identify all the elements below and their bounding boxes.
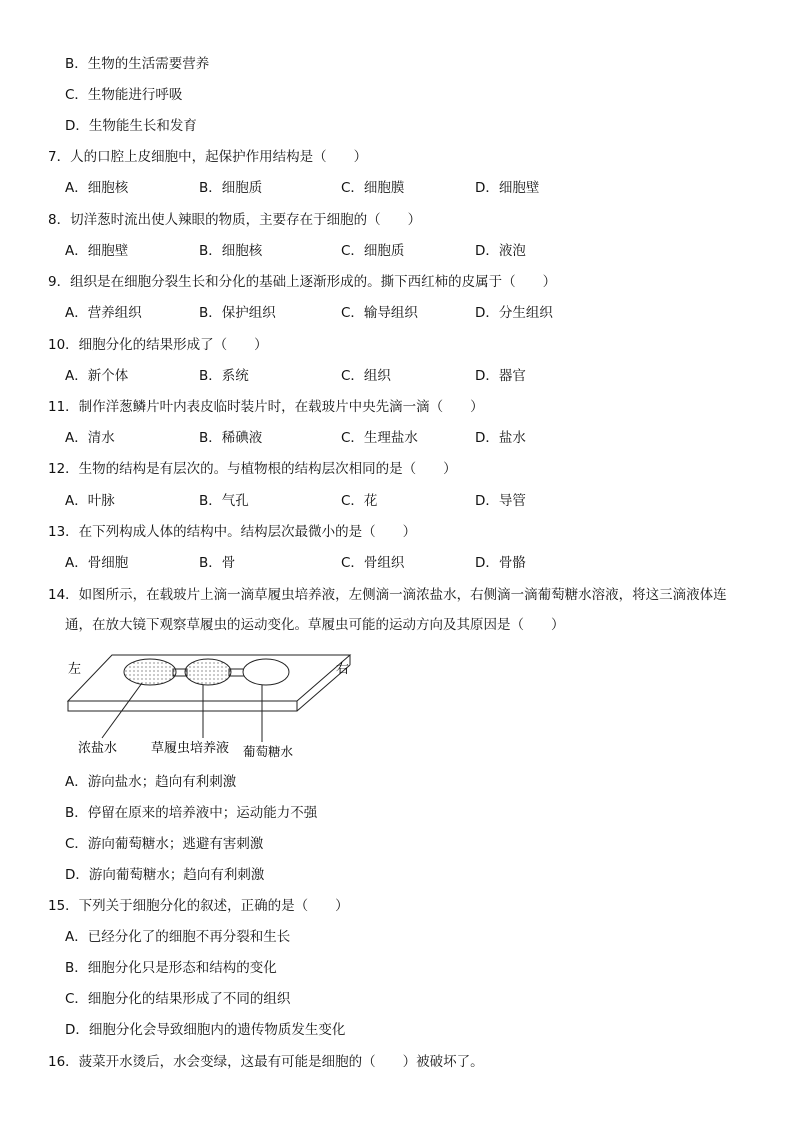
q9-stem: 9．组织是在细胞分裂生长和分化的基础上逐渐形成的。撕下西红柿的皮属于（ ）: [48, 274, 557, 290]
q13-option-c: C．骨组织: [341, 555, 405, 571]
q7-stem: 7．人的口腔上皮细胞中，起保护作用结构是（ ）: [48, 149, 368, 165]
q9-option-c: C．输导组织: [341, 305, 418, 321]
slide-front-edge: [68, 701, 297, 711]
culture-drop: [185, 659, 231, 685]
q14-stem-line2: 通，在放大镜下观察草履虫的运动变化。草履虫可能的运动方向及其原因是（ ）: [65, 617, 565, 633]
q6-option-b: B．生物的生活需要营养: [65, 56, 210, 72]
q8-stem: 8．切洋葱时流出使人辣眼的物质，主要存在于细胞的（ ）: [48, 212, 422, 228]
q15-option-c: C．细胞分化的结果形成了不同的组织: [65, 991, 291, 1007]
q7-option-c: C．细胞膜: [341, 180, 405, 196]
q14-option-c: C．游向葡萄糖水；逃避有害刺激: [65, 836, 264, 852]
q15-option-b: B．细胞分化只是形态和结构的变化: [65, 960, 277, 976]
q13-option-a: A．骨细胞: [65, 555, 129, 571]
culture-label: 草履虫培养液: [151, 741, 230, 756]
q7-option-a: A．细胞核: [65, 180, 129, 196]
q8-option-a: A．细胞壁: [65, 243, 129, 259]
q15-stem: 15．下列关于细胞分化的叙述，正确的是（ ）: [48, 898, 349, 914]
q11-option-b: B．稀碘液: [199, 430, 263, 446]
q10-option-b: B．系统: [199, 368, 249, 384]
q12-option-d: D．导管: [475, 493, 526, 509]
right-label: 右: [336, 662, 350, 677]
slide-diagram: [60, 645, 360, 765]
q10-option-a: A．新个体: [65, 368, 129, 384]
salt-water-drop: [124, 659, 176, 685]
q9-option-b: B．保护组织: [199, 305, 276, 321]
q14-option-b: B．停留在原来的培养液中；运动能力不强: [65, 805, 318, 821]
q10-option-c: C．组织: [341, 368, 391, 384]
q14-option-d: D．游向葡萄糖水；趋向有利刺激: [65, 867, 265, 883]
q13-option-d: D．骨骼: [475, 555, 526, 571]
q13-option-b: B．骨: [199, 555, 236, 571]
q11-option-d: D．盐水: [475, 430, 526, 446]
q8-option-d: D．液泡: [475, 243, 526, 259]
q7-option-b: B．细胞质: [199, 180, 263, 196]
q14-stem-line1: 14．如图所示，在载玻片上滴一滴草履虫培养液，左侧滴一滴浓盐水，右侧滴一滴葡萄糖水溶液，将这三滴液体连: [48, 587, 727, 603]
q6-option-c: C．生物能进行呼吸: [65, 87, 183, 103]
glucose-drop: [243, 659, 289, 685]
q6-option-d: D．生物能生长和发育: [65, 118, 197, 134]
q9-option-d: D．分生组织: [475, 305, 553, 321]
q13-stem: 13．在下列构成人体的结构中。结构层次最微小的是（ ）: [48, 524, 417, 540]
q8-option-c: C．细胞质: [341, 243, 405, 259]
q11-option-c: C．生理盐水: [341, 430, 418, 446]
glucose-label: 葡萄糖水: [243, 744, 294, 759]
q8-option-b: B．细胞核: [199, 243, 263, 259]
q12-option-c: C．花: [341, 493, 378, 509]
left-label: 左: [68, 662, 82, 677]
salt-water-label: 浓盐水: [78, 741, 118, 756]
q7-option-d: D．细胞壁: [475, 180, 540, 196]
q11-option-a: A．清水: [65, 430, 115, 446]
q15-option-a: A．已经分化了的细胞不再分裂和生长: [65, 929, 291, 945]
q11-stem: 11．制作洋葱鳞片叶内表皮临时装片时，在载玻片中央先滴一滴（ ）: [48, 399, 484, 415]
q12-option-a: A．叶脉: [65, 493, 115, 509]
q16-stem: 16．菠菜开水烫后，水会变绿，这最有可能是细胞的（ ）被破坏了。: [48, 1054, 484, 1070]
q9-option-a: A．营养组织: [65, 305, 142, 321]
q12-option-b: B．气孔: [199, 493, 249, 509]
q10-option-d: D．器官: [475, 368, 526, 384]
q12-stem: 12．生物的结构是有层次的。与植物根的结构层次相同的是（ ）: [48, 461, 457, 477]
q14-option-a: A．游向盐水；趋向有利刺激: [65, 774, 237, 790]
q15-option-d: D．细胞分化会导致细胞内的遗传物质发生变化: [65, 1022, 346, 1038]
q10-stem: 10．细胞分化的结果形成了（ ）: [48, 337, 268, 353]
